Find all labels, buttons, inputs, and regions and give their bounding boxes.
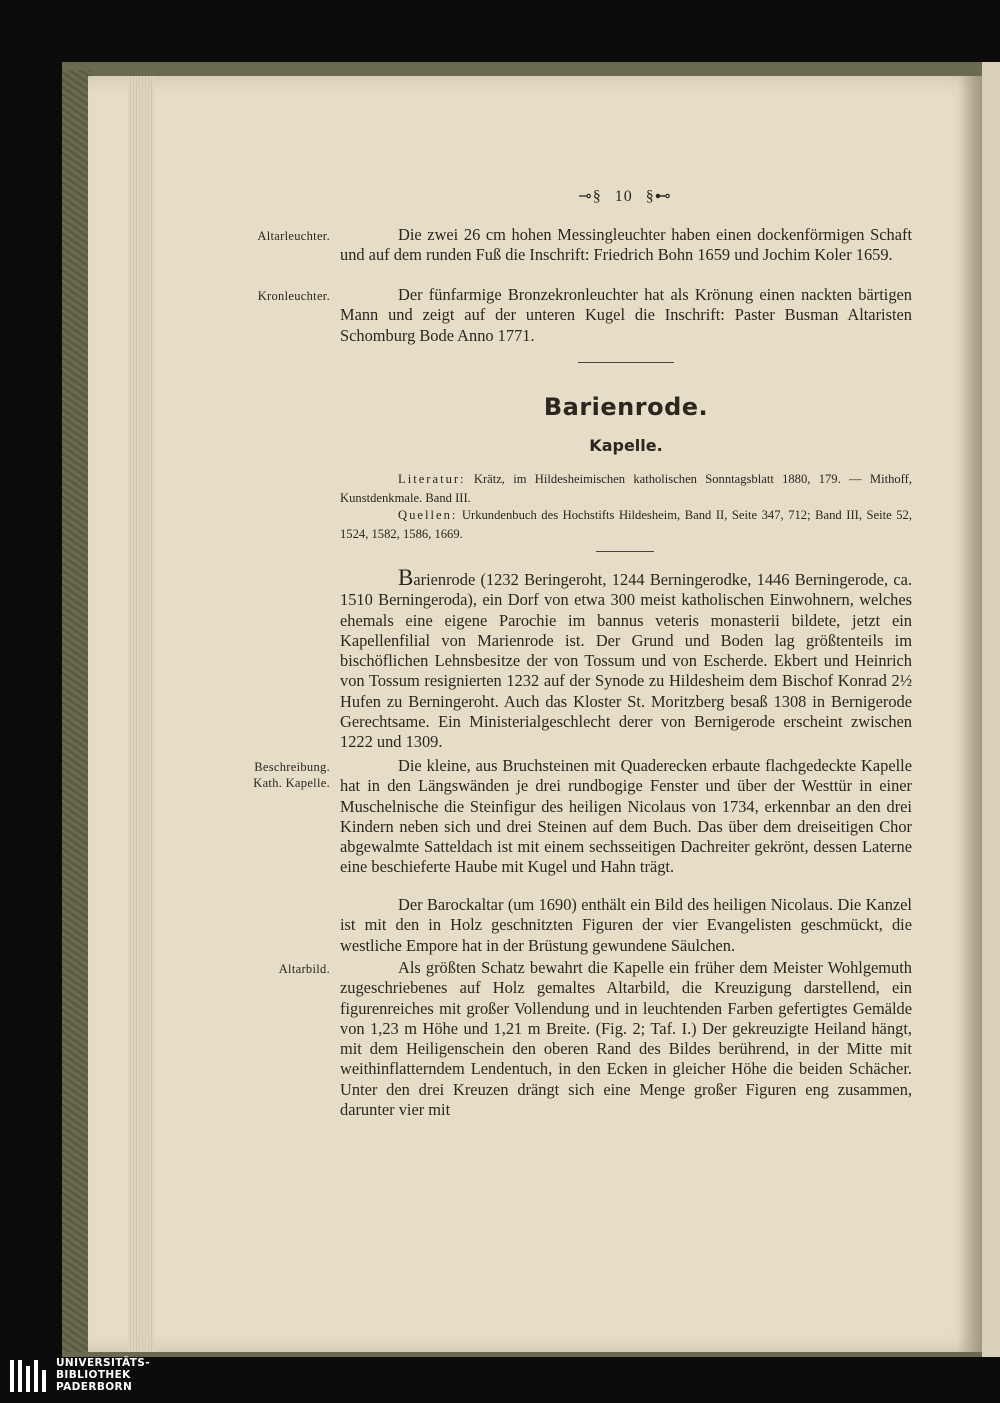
intro-text: arienrode (1232 Beringeroht, 1244 Berningerodke, 1446 Berningerode, ca. 1510 Berningeroda), ein Dorf von etwa 300 meist katholischen Einwohnern, welches ehemals eine eigene Parochie im bannus veteris monasterii bildete, jetzt ein Kapellenfilial von Marienrode ist. Der Grund und Boden lag größtenteils im bischöflichen Lehnsbesitze der von Tossum und von Escherde. Ekbert und Heinrich von Tossum resignierten 1232 auf der Synode zu Hildesheim dem Bischof Konrad 2½ Hufen zu Berningeroht. Auch das Kloster St. Moritzberg besaß 1308 in Bernigerode Gerechtsame. Ein Ministerialgeschlecht derer von Bernigerode erscheint zwischen 1222 und 1309.	[340, 570, 912, 752]
quellen-text: Urkundenbuch des Hochstifts Hildesheim, Band II, Seite 347, 712; Band III, Seite 52, 1524, 1582, 1586, 1669.	[340, 508, 912, 541]
initial-letter: B	[398, 565, 414, 590]
quellen-label: Quellen:	[398, 508, 458, 522]
margin-note-kronleuchter: Kronleuchter.	[257, 289, 330, 303]
paragraph-beschreibung: Die kleine, aus Bruchsteinen mit Quaderecken erbaute flachgedeckte Kapelle hat in den Längswänden je drei rundbogige Fenster und über der Westtür in einer Muschelnische die Steinfigur des heiligen Nicolaus von 1734, erkennbar an den drei Kindern neben sich und drei Steinen auf dem Buch. Das über dem dreiseitigen Chor abgewalmte Satteldach ist mit einem sechsseitigen Dachreiter gekrönt, dessen Laterne eine beschieferte Haube mit Kugel und Hahn trägt.	[340, 756, 912, 877]
gutter-shadow	[958, 76, 982, 1352]
page-number-value: 10	[614, 188, 633, 205]
paragraph-altarleuchter: Die zwei 26 cm hohen Messingleuchter haben einen dockenförmigen Schaft und auf dem runden Fuß die Inschrift: Friedrich Bohn 1659 und Jochim Koler 1659.	[340, 225, 912, 265]
references-divider	[596, 551, 654, 552]
literatur-text: Krätz, im Hildesheimischen katholischen Sonntagsblatt 1880, 179. — Mithoff, Kunstdenkmale. Band III.	[340, 472, 912, 505]
section-divider	[578, 362, 674, 363]
library-name	[56, 1357, 150, 1393]
margin-note-kath-kapelle: Kath. Kapelle.	[253, 776, 330, 790]
section-subtitle: Kapelle.	[589, 436, 663, 455]
literatur-label: Literatur:	[398, 472, 466, 486]
library-name-line1: UNIVERSITÄTS-	[56, 1357, 151, 1369]
page-number	[560, 186, 690, 206]
literatur-reference	[340, 470, 912, 507]
ornament-right: §⊷	[645, 188, 672, 205]
next-page-edge	[982, 62, 1000, 1357]
page-edges	[128, 76, 154, 1352]
library-name-line3: PADERBORN	[56, 1381, 133, 1393]
ornament-left: ⊸§	[578, 188, 602, 205]
paragraph-altarbild: Als größten Schatz bewahrt die Kapelle ein früher dem Meister Wohlgemuth zugeschriebenes auf Holz gemaltes Altarbild, die Kreuzigung darstellend, ein figurenreiches mit großer Vollendung und in leuchtenden Farben gefertigtes Gemälde von 1,23 m Höhe und 1,21 m Breite. (Fig. 2; Taf. I.) Der gekreuzigte Heiland hängt, mit dem Heiligenschein den oberen Rand des Bildes berührend, in der Mitte mit weithinflatterndem Lendentuch, in den Ecken in gleicher Höhe die beiden Schächer. Unter den drei Kreuzen drängt sich eine Menge großer Figuren eng zusammen, darunter vier mit	[340, 958, 912, 1120]
paragraph-kronleuchter: Der fünfarmige Bronzekronleuchter hat als Krönung einen nackten bärtigen Mann und zeigt auf der unteren Kugel die Inschrift: Paster Busman Altaristen Schomburg Bode Anno 1771.	[340, 285, 912, 345]
quellen-reference	[340, 506, 912, 543]
library-name-line2: BIBLIOTHEK	[56, 1369, 131, 1381]
paragraph-intro	[340, 565, 912, 753]
paragraph-barockaltar: Der Barockaltar (um 1690) enthält ein Bild des heiligen Nicolaus. Die Kanzel ist mit den in Holz geschnitzten Figuren der vier Evangelisten geschmückt, die westliche Empore hat in der Brüstung gewundene Säulchen.	[340, 895, 912, 955]
library-logo-icon	[8, 1358, 50, 1394]
margin-note-altarbild: Altarbild.	[278, 962, 330, 976]
section-title: Barienrode.	[543, 393, 709, 421]
margin-note-beschreibung: Beschreibung.	[254, 760, 330, 774]
margin-note-altarleuchter: Altarleuchter.	[257, 229, 330, 243]
